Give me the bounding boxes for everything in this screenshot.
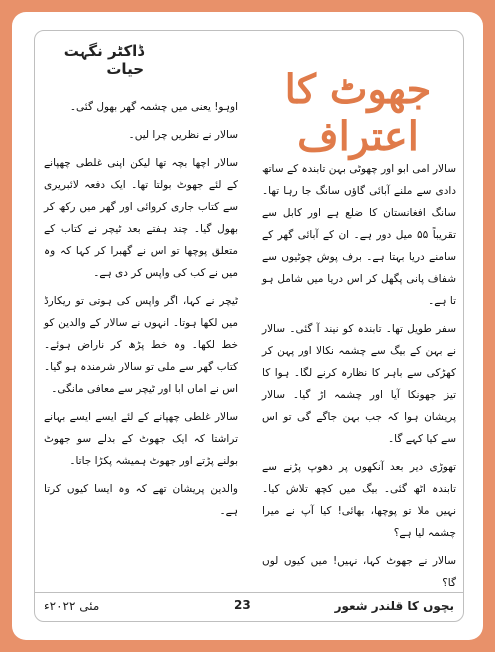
paragraph: سالار نے نظریں چرا لیں۔	[128, 129, 238, 141]
magazine-name: بچوں کا قلندر شعور	[334, 599, 454, 613]
issue-date: مئی ۲۰۲۲ء	[44, 599, 100, 613]
author-name: ڈاکٹر نگہت حیات	[63, 42, 144, 78]
right-column	[262, 158, 456, 588]
paragraph: سفر طویل تھا۔ تابندہ کو نیند آ گئی۔ سالار نے بہن کے بیگ سے چشمہ نکالا اور پہن کر کھڑکی سے باہر کا نظارہ کرنے لگا۔ ہوا کا تیز جھونکا آیا اور چشمہ اڑ گیا۔ سالار پریشان ہوا کہ جب بہن جاگے گی تو اس سے کیا کہے گا۔	[262, 323, 456, 445]
article-body	[44, 96, 456, 588]
paragraph: سالار غلطی چھپانے کے لئے ایسے ایسے بہانے تراشتا کہ ایک جھوٹ کے بدلے سو جھوٹ بولنے پڑتے اور جھوٹ ہمیشہ پکڑا جاتا۔	[44, 411, 238, 467]
left-column	[44, 96, 238, 588]
paragraph: اوہو! یعنی میں چشمہ گھر بھول گئی۔	[69, 101, 238, 113]
paragraph: سالار اچھا بچہ تھا لیکن اپنی غلطی چھپانے کے لئے جھوٹ بولتا تھا۔ ایک دفعہ لائبریری سے کتاب جاری کروائی اور گھر میں رکھ کر بھول گیا۔ چند ہفتے بعد ٹیچر نے کتاب کے متعلق پوچھا تو اس نے گھبرا کر کہا کہ وہ میں نے کب کی واپس کر دی ہے۔	[44, 157, 238, 279]
paragraph: تھوڑی دیر بعد آنکھوں پر دھوپ پڑنے سے تابندہ اٹھ گئی۔ بیگ میں کچھ تلاش کیا۔ نہیں ملا تو پوچھا، بھائی! کیا آپ نے میرا چشمہ لیا ہے؟	[262, 461, 456, 539]
paragraph: والدین پریشان تھے کہ وہ ایسا کیوں کرتا ہے۔	[44, 483, 238, 517]
paragraph: سالار نے جھوٹ کہا، نہیں! میں کیوں لوں گا؟	[262, 555, 456, 589]
page-number: 23	[234, 598, 251, 612]
paragraph: سالار امی ابو اور چھوٹی بہن تابندہ کے ساتھ دادی سے ملنے آبائی گاؤں سانگ جا رہا تھا۔ سانگ افغانستان کا ضلع ہے اور کابل سے تقریباً ۵۵ میل دور ہے۔ ان کے آبائی گھر کے سامنے دریا بہتا ہے۔ برف پوش چوٹیوں سے شفاف پانی پگھل کر اس دریا میں شامل ہو تا ہے۔	[262, 163, 457, 307]
page-footer	[34, 592, 464, 621]
article-title: جھوٹ کا اعتراف	[284, 66, 432, 160]
paragraph: ٹیچر نے کہا، اگر واپس کی ہوتی تو ریکارڈ میں لکھا ہوتا۔ انہوں نے سالار کے والدین کو خط لکھا۔ وہ خط پڑھ کر ناراض ہوئے۔ کتاب گھر سے ملی تو سالار شرمندہ ہو گیا۔ اس نے اماں ابا اور ٹیچر سے معافی مانگی۔	[44, 295, 238, 395]
